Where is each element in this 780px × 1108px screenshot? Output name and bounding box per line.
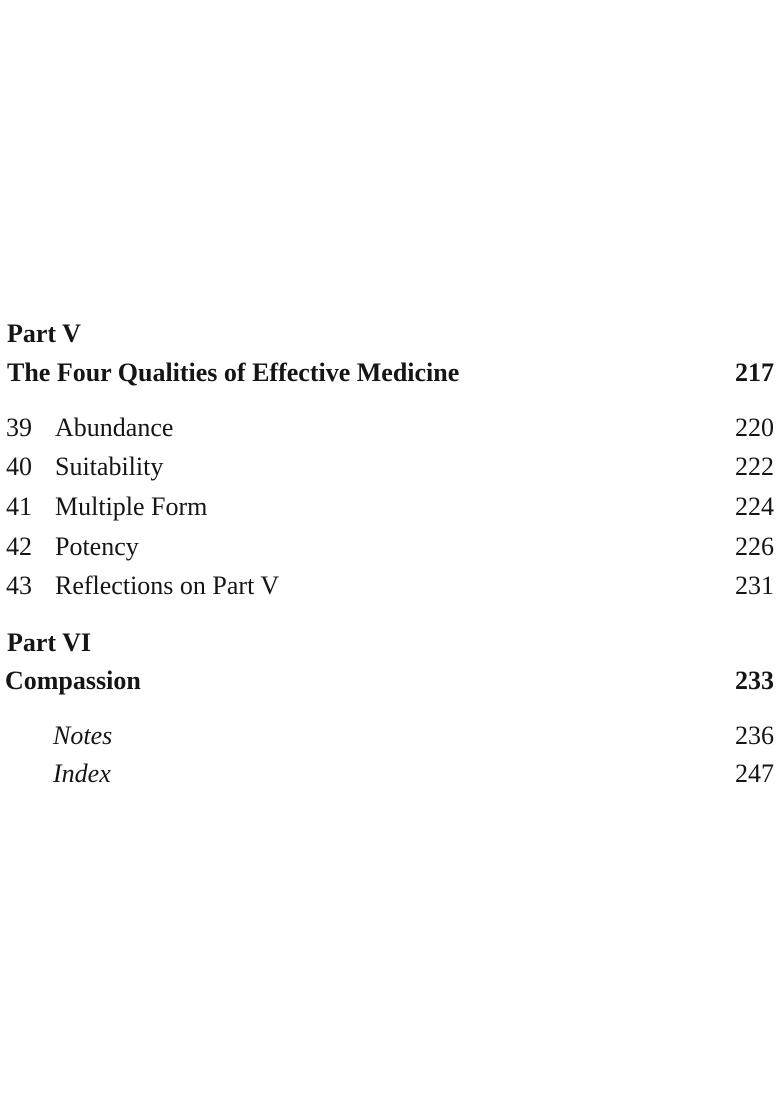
- chapter-title: Potency: [55, 532, 139, 561]
- page-number: 231: [735, 571, 774, 600]
- part-title-row: [0, 661, 774, 701]
- chapter-row: [0, 487, 774, 527]
- part-title-row: [0, 353, 774, 393]
- part-title: Compassion: [5, 666, 141, 695]
- chapter-row: [0, 527, 774, 567]
- chapter-title: Suitability: [55, 452, 164, 481]
- chapter-number: 41: [6, 492, 32, 521]
- part-label: [0, 623, 774, 663]
- page-number: 233: [735, 666, 774, 695]
- chapter-title: Abundance: [55, 413, 174, 442]
- chapter-number: 39: [6, 413, 32, 442]
- chapter-title: Multiple Form: [55, 492, 208, 521]
- part-vi-label: Part VI: [7, 628, 92, 657]
- chapter-number: 43: [6, 571, 32, 600]
- page-number: 217: [735, 358, 774, 387]
- back-matter-row: [0, 754, 774, 794]
- chapter-title: Reflections on Part V: [55, 571, 280, 600]
- page-number: 247: [735, 759, 774, 788]
- chapter-row: [0, 566, 774, 606]
- page-number: 236: [735, 721, 774, 750]
- chapter-row: [0, 408, 774, 448]
- page-number: 220: [735, 413, 774, 442]
- notes-title: Notes: [53, 721, 113, 750]
- back-matter-row: [0, 716, 774, 756]
- chapter-number: 40: [6, 452, 32, 481]
- chapter-number: 42: [6, 532, 32, 561]
- page-number: 226: [735, 532, 774, 561]
- index-title: Index: [53, 759, 111, 788]
- page-number: 222: [735, 452, 774, 481]
- part-label: [0, 314, 774, 354]
- part-title: The Four Qualities of Effective Medicine: [7, 358, 460, 387]
- chapter-row: [0, 447, 774, 487]
- part-v-label: Part V: [7, 319, 81, 348]
- page-number: 224: [735, 492, 774, 521]
